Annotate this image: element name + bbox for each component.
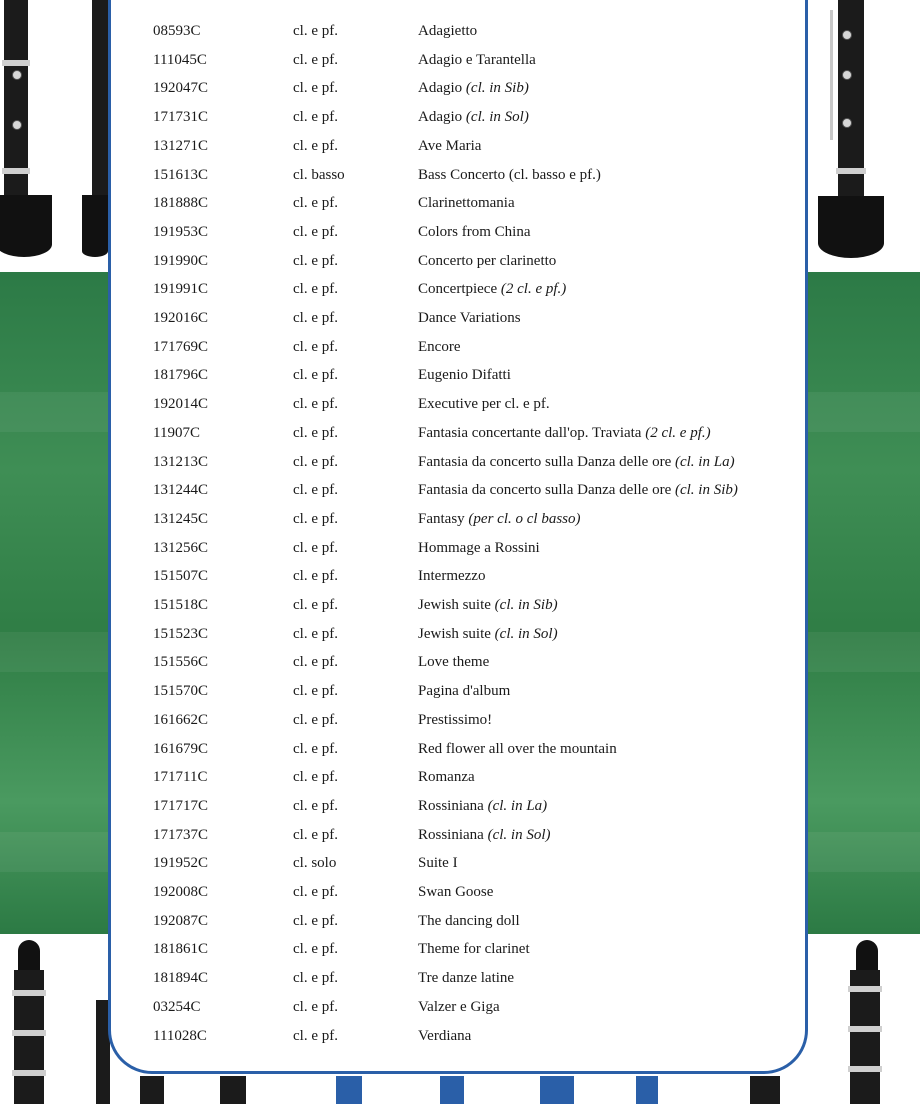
catalog-instrument: cl. e pf. xyxy=(293,453,338,470)
catalog-note: (cl. in La) xyxy=(674,453,735,470)
catalog-row xyxy=(111,907,811,935)
catalog-title-text: Concertpiece xyxy=(418,281,498,298)
catalog-title-text: Prestissimo! xyxy=(418,711,493,728)
catalog-instrument: cl. e pf. xyxy=(293,826,338,843)
catalog-code: 191990C xyxy=(153,252,209,269)
catalog-instrument: cl. e pf. xyxy=(293,338,338,355)
catalog-instrument: cl. e pf. xyxy=(293,23,338,39)
clarinet-top-right-image xyxy=(810,0,920,265)
catalog-instrument: cl. e pf. xyxy=(293,740,338,757)
catalog-code: 131271C xyxy=(153,137,209,154)
catalog-title xyxy=(418,275,566,303)
catalog-title xyxy=(418,648,489,676)
clarinet-bottom-right-image xyxy=(810,940,920,1104)
catalog-note: (cl. in Sol) xyxy=(494,625,558,642)
clarinet-top-left-image xyxy=(0,0,110,265)
catalog-code: 181861C xyxy=(153,941,209,958)
catalog-note: (cl. in La) xyxy=(487,797,548,814)
catalog-code: 191991C xyxy=(153,281,209,298)
catalog-row xyxy=(111,304,811,332)
catalog-title xyxy=(418,1022,471,1050)
catalog-row xyxy=(111,361,811,389)
catalog-title-text: Love theme xyxy=(418,654,490,671)
catalog-instrument: cl. e pf. xyxy=(293,223,338,240)
catalog-instrument: cl. e pf. xyxy=(293,281,338,298)
catalog-card xyxy=(108,0,808,1074)
catalog-title xyxy=(418,476,738,504)
catalog-code: 191953C xyxy=(153,223,209,240)
catalog-code: 131256C xyxy=(153,539,209,556)
catalog-note: (cl. in Sol) xyxy=(487,826,551,843)
catalog-title xyxy=(418,993,500,1021)
catalog-title xyxy=(418,103,529,131)
catalog-note: (cl. in Sol) xyxy=(465,109,529,126)
catalog-title-text: Theme for clarinet xyxy=(418,941,530,958)
catalog-title-text: Suite I xyxy=(418,855,458,872)
catalog-instrument: cl. e pf. xyxy=(293,539,338,556)
catalog-title xyxy=(418,735,617,763)
catalog-row xyxy=(111,333,811,361)
catalog-row xyxy=(111,218,811,246)
catalog-code: 192047C xyxy=(153,80,209,97)
catalog-title xyxy=(418,46,536,74)
catalog-instrument: cl. e pf. xyxy=(293,654,338,671)
catalog-title-text: Fantasy xyxy=(418,510,465,527)
catalog-title-text: Fantasia concertante dall'op. Traviata xyxy=(418,424,642,441)
catalog-title-text: Verdiana xyxy=(418,1027,472,1044)
catalog-row xyxy=(111,792,811,820)
catalog-code: 08593C xyxy=(153,23,201,39)
catalog-title-text: The dancing doll xyxy=(418,912,520,929)
catalog-code: 171717C xyxy=(153,797,209,814)
catalog-title xyxy=(418,907,520,935)
catalog-row xyxy=(111,132,811,160)
catalog-code: 192008C xyxy=(153,884,209,900)
catalog-title-text: Jewish suite xyxy=(418,625,491,642)
catalog-instrument: cl. e pf. xyxy=(293,482,338,499)
catalog-row xyxy=(111,1022,811,1050)
catalog-row xyxy=(111,993,811,1021)
catalog-note: (per cl. o cl basso) xyxy=(468,510,581,527)
catalog-code: 161679C xyxy=(153,740,209,757)
catalog-code: 181894C xyxy=(153,970,209,987)
catalog-instrument: cl. e pf. xyxy=(293,137,338,154)
catalog-row xyxy=(111,591,811,619)
catalog-title-text: Executive per cl. e pf. xyxy=(418,396,550,413)
catalog-code: 151556C xyxy=(153,654,209,671)
catalog-title-text: Adagio e Tarantella xyxy=(418,51,536,68)
catalog-instrument: cl. e pf. xyxy=(293,396,338,413)
catalog-note: (cl. in Sib) xyxy=(465,80,529,97)
catalog-row xyxy=(111,763,811,791)
catalog-instrument: cl. e pf. xyxy=(293,597,338,613)
catalog-instrument: cl. e pf. xyxy=(293,711,338,728)
catalog-instrument: cl. e pf. xyxy=(293,195,338,212)
catalog-title-text: Fantasia da concerto sulla Danza delle ore xyxy=(418,482,672,499)
catalog-code: 131244C xyxy=(153,482,209,499)
catalog-instrument: cl. e pf. xyxy=(293,252,338,269)
catalog-code: 131213C xyxy=(153,453,209,470)
catalog-row xyxy=(111,648,811,676)
catalog-title xyxy=(418,562,485,590)
catalog-row xyxy=(111,103,811,131)
catalog-title-text: Colors from China xyxy=(418,223,531,240)
catalog-title xyxy=(418,677,510,705)
catalog-instrument: cl. e pf. xyxy=(293,912,338,929)
catalog-title-text: Intermezzo xyxy=(418,568,486,585)
catalog-instrument: cl. solo xyxy=(293,855,337,872)
catalog-title xyxy=(418,390,550,418)
catalog-row xyxy=(111,275,811,303)
catalog-row xyxy=(111,964,811,992)
catalog-code: 151570C xyxy=(153,683,209,700)
catalog-code: 192087C xyxy=(153,912,209,929)
catalog-title-text: Pagina d'album xyxy=(418,683,511,700)
catalog-code: 131245C xyxy=(153,510,209,527)
catalog-row xyxy=(111,878,811,906)
catalog-title-text: Clarinettomania xyxy=(418,195,515,212)
catalog-title xyxy=(418,763,475,791)
catalog-code: 171737C xyxy=(153,826,209,843)
catalog-code: 161662C xyxy=(153,711,209,728)
catalog-instrument: cl. e pf. xyxy=(293,568,338,585)
catalog-instrument: cl. e pf. xyxy=(293,970,338,987)
catalog-row xyxy=(111,706,811,734)
catalog-instrument: cl. e pf. xyxy=(293,51,338,68)
catalog-instrument: cl. basso xyxy=(293,166,345,183)
catalog-instrument: cl. e pf. xyxy=(293,424,338,441)
catalog-note: (cl. in Sib) xyxy=(494,597,558,613)
catalog-title xyxy=(418,333,460,361)
catalog-row xyxy=(111,390,811,418)
catalog-code: 192016C xyxy=(153,310,209,326)
catalog-title-text: Encore xyxy=(418,338,461,355)
catalog-instrument: cl. e pf. xyxy=(293,797,338,814)
catalog-title xyxy=(418,218,531,246)
catalog-instrument: cl. e pf. xyxy=(293,367,338,384)
catalog-title xyxy=(418,620,558,648)
catalog-instrument: cl. e pf. xyxy=(293,109,338,126)
catalog-title-text: Rossiniana xyxy=(418,797,484,814)
catalog-title-text: Jewish suite xyxy=(418,597,491,613)
catalog-title-text: Concerto per clarinetto xyxy=(418,252,557,269)
catalog-code: 11907C xyxy=(153,424,200,441)
catalog-instrument: cl. e pf. xyxy=(293,998,338,1015)
catalog-title-text: Eugenio Difatti xyxy=(418,367,511,384)
catalog-instrument: cl. e pf. xyxy=(293,1027,338,1044)
catalog-row xyxy=(111,448,811,476)
catalog-title xyxy=(418,505,580,533)
catalog-title-text: Tre danze latine xyxy=(418,970,515,987)
catalog-title xyxy=(418,161,601,189)
catalog-title xyxy=(418,419,711,447)
catalog-row xyxy=(111,476,811,504)
catalog-code: 181796C xyxy=(153,367,209,384)
catalog-title-text: Rossiniana xyxy=(418,826,484,843)
catalog-title xyxy=(418,591,558,619)
catalog-instrument: cl. e pf. xyxy=(293,769,338,786)
catalog-title xyxy=(418,935,530,963)
catalog-title xyxy=(418,304,521,332)
catalog-row xyxy=(111,161,811,189)
catalog-title-text: Adagio xyxy=(418,80,463,97)
catalog-row xyxy=(111,189,811,217)
catalog-title-text: Swan Goose xyxy=(418,884,494,900)
bottom-clarinet-strip xyxy=(140,1076,780,1104)
catalog-code: 171711C xyxy=(153,769,208,786)
catalog-note: (2 cl. e pf.) xyxy=(500,281,567,298)
catalog-code: 192014C xyxy=(153,396,209,413)
catalog-code: 151518C xyxy=(153,597,209,613)
catalog-title xyxy=(418,247,556,275)
catalog-code: 151613C xyxy=(153,166,209,183)
catalog-instrument: cl. e pf. xyxy=(293,625,338,642)
catalog-row xyxy=(111,562,811,590)
catalog-title-text: Adagietto xyxy=(418,23,478,39)
catalog-title-text: Red flower all over the mountain xyxy=(418,740,617,757)
catalog-instrument: cl. e pf. xyxy=(293,683,338,700)
catalog-code: 171731C xyxy=(153,109,209,126)
catalog-title-text: Fantasia da concerto sulla Danza delle ore xyxy=(418,453,672,470)
catalog-instrument: cl. e pf. xyxy=(293,884,338,900)
catalog-row xyxy=(111,46,811,74)
catalog-code: 111045C xyxy=(153,51,207,68)
catalog-row xyxy=(111,735,811,763)
catalog-row xyxy=(111,74,811,102)
catalog-title-text: Valzer e Giga xyxy=(418,998,500,1015)
catalog-code: 111028C xyxy=(153,1027,207,1044)
catalog-title-text: Ave Maria xyxy=(418,137,482,154)
catalog-title-text: Romanza xyxy=(418,769,475,786)
catalog-row xyxy=(111,419,811,447)
catalog-code: 151507C xyxy=(153,568,209,585)
catalog-row xyxy=(111,677,811,705)
catalog-row xyxy=(111,247,811,275)
catalog-title xyxy=(418,849,458,877)
catalog-code: 171769C xyxy=(153,338,209,355)
catalog-title xyxy=(418,792,547,820)
catalog-code: 191952C xyxy=(153,855,209,872)
catalog-note: (2 cl. e pf.) xyxy=(645,424,711,441)
catalog-title-text: Hommage a Rossini xyxy=(418,539,540,556)
catalog-title-text: Adagio xyxy=(418,109,463,126)
catalog-row xyxy=(111,17,811,45)
catalog-title xyxy=(418,17,477,45)
catalog-code: 151523C xyxy=(153,625,209,642)
catalog-title xyxy=(418,132,481,160)
catalog-title xyxy=(418,964,514,992)
catalog-title xyxy=(418,189,515,217)
catalog-row xyxy=(111,935,811,963)
catalog-title xyxy=(418,448,735,476)
catalog-instrument: cl. e pf. xyxy=(293,310,338,326)
catalog-code: 181888C xyxy=(153,195,209,212)
catalog-code: 03254C xyxy=(153,998,201,1015)
catalog-row xyxy=(111,505,811,533)
catalog-row xyxy=(111,534,811,562)
catalog-title xyxy=(418,534,540,562)
catalog-row xyxy=(111,620,811,648)
catalog-row xyxy=(111,849,811,877)
clarinet-bottom-left-image xyxy=(0,940,110,1104)
catalog-title xyxy=(418,821,551,849)
catalog-title xyxy=(418,361,511,389)
catalog-title xyxy=(418,74,529,102)
catalog-row xyxy=(111,821,811,849)
catalog-title-text: Dance Variations xyxy=(418,310,521,326)
catalog-title-text: Bass Concerto (cl. basso e pf.) xyxy=(418,166,601,183)
catalog-title xyxy=(418,878,493,906)
catalog-title xyxy=(418,706,492,734)
catalog-note: (cl. in Sib) xyxy=(674,482,738,499)
catalog-instrument: cl. e pf. xyxy=(293,80,338,97)
catalog-instrument: cl. e pf. xyxy=(293,941,338,958)
catalog-instrument: cl. e pf. xyxy=(293,510,338,527)
